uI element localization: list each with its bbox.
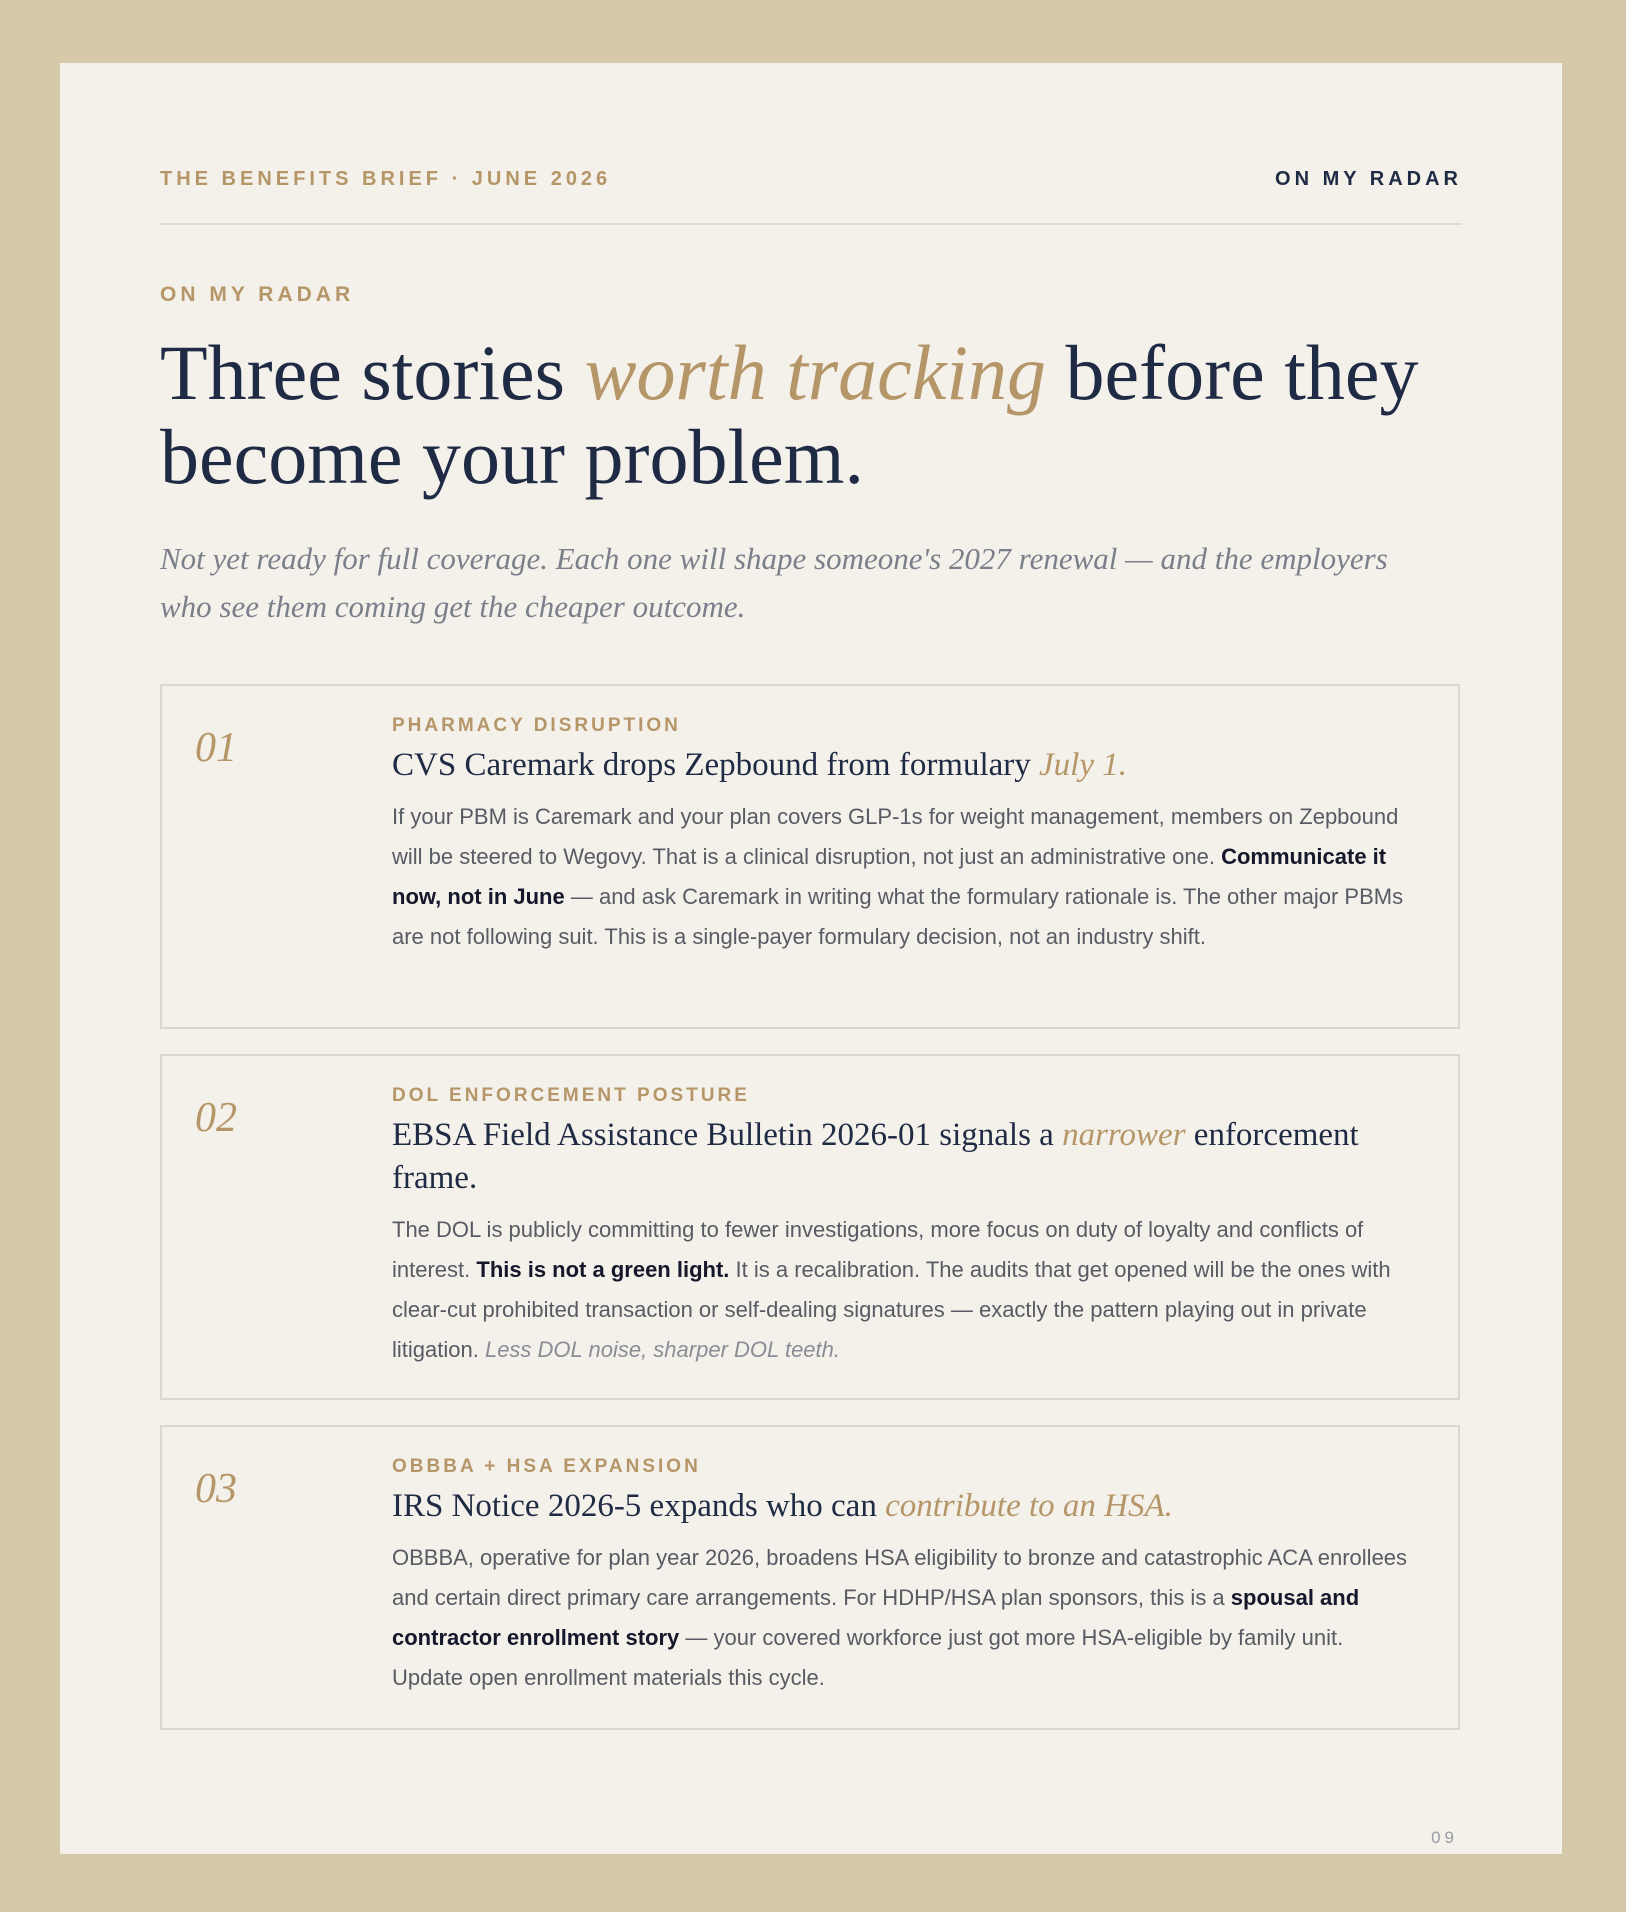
story-body — [392, 714, 1408, 957]
story-title-pre: IRS Notice 2026-5 expands who can — [392, 1488, 886, 1524]
story-number: 02 — [195, 1095, 237, 1141]
dek: Not yet ready for full coverage. Each one will shape someone's 2027 renewal — and the employers who see them coming get the cheaper outcome. — [160, 541, 1388, 624]
story-number: 03 — [195, 1466, 237, 1512]
headline-pre: Three stories — [160, 329, 585, 416]
story-text-lead: The DOL is publicly committing to fewer investigations, more focus on duty of loyalty and conflicts of interest. — [392, 1217, 1364, 1282]
story-body — [392, 1084, 1408, 1370]
headline-accent: worth tracking — [584, 329, 1047, 416]
story-title — [392, 1114, 1408, 1200]
story-text — [392, 797, 1408, 957]
story-number: 01 — [195, 725, 237, 771]
story-text-bold: spousal and contractor enrollment story — [392, 1585, 1360, 1650]
story-text-bold: This is not a green light. — [476, 1257, 730, 1282]
story-title-pre: CVS Caremark drops Zepbound from formulary — [392, 747, 1040, 783]
story-card — [160, 1425, 1460, 1730]
page-number: 09 — [1431, 1828, 1458, 1847]
story-text — [392, 1538, 1408, 1698]
page — [60, 63, 1562, 1854]
kicker: ON MY RADAR — [160, 283, 355, 306]
section-label: ON MY RADAR — [1275, 168, 1462, 190]
story-text-rest: It is a recalibration. The audits that get opened will be the ones with clear-cut prohibited transaction or self-dealing signatures — exactly the pattern playing out in private litigation. — [392, 1257, 1391, 1362]
running-header — [160, 167, 1462, 225]
story-card — [160, 684, 1460, 1029]
story-text-bold: Communicate it now, not in June — [392, 844, 1387, 909]
publication-label: THE BENEFITS BRIEF · JUNE 2026 — [160, 168, 612, 190]
headline-post: before they become your problem. — [160, 329, 1419, 500]
story-category: OBBBA + HSA EXPANSION — [392, 1456, 701, 1477]
story-card — [160, 1054, 1460, 1400]
story-category: DOL ENFORCEMENT POSTURE — [392, 1085, 750, 1106]
story-title-accent: narrower — [1062, 1117, 1186, 1153]
story-title — [392, 1485, 1408, 1528]
story-body — [392, 1455, 1408, 1698]
story-text — [392, 1210, 1408, 1370]
story-title-accent: contribute to an HSA. — [885, 1488, 1173, 1524]
story-category: PHARMACY DISRUPTION — [392, 715, 681, 736]
story-title-post: enforcement frame. — [392, 1117, 1359, 1196]
story-text-lead: OBBBA, operative for plan year 2026, broadens HSA eligibility to bronze and catastrophic ACA enrollees and certain direct primary care arrangements. For HDHP/HSA plan sponsors, this is a — [392, 1545, 1408, 1610]
story-text-rest: — and ask Caremark in writing what the formulary rationale is. The other major PBMs are not following suit. This is a single-payer formulary decision, not an industry shift. — [392, 884, 1404, 949]
story-text-rest: — your covered workforce just got more HSA-eligible by family unit. Update open enrollment materials this cycle. — [392, 1625, 1344, 1690]
story-text-italic: Less DOL noise, sharper DOL teeth. — [484, 1337, 841, 1362]
story-title-accent: July 1. — [1039, 747, 1127, 783]
story-text-lead: If your PBM is Caremark and your plan covers GLP-1s for weight management, members on Zepbound will be steered to Wegovy. That is a clinical disruption, not just an administrative one. — [392, 804, 1399, 869]
story-title-pre: EBSA Field Assistance Bulletin 2026-01 signals a — [392, 1117, 1063, 1153]
headline — [160, 331, 1480, 499]
story-title — [392, 744, 1408, 787]
